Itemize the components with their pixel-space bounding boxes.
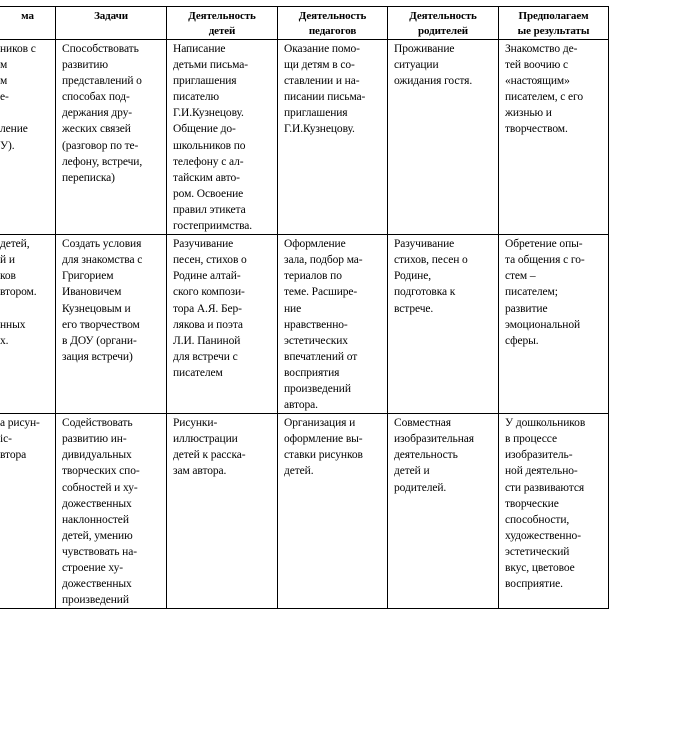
- cell-text-line: «настоящим»: [505, 75, 570, 88]
- cell-text-line: жеских связей: [62, 123, 131, 136]
- cell-text-line: писателем;: [505, 286, 558, 299]
- cell-text-line: У).: [0, 139, 15, 152]
- cell-text-line: м: [0, 75, 8, 88]
- cell-text-line: наклонностей: [62, 513, 129, 526]
- cell-text-line: вкус, цветовое: [505, 562, 575, 574]
- cell-text-line: восприятие.: [505, 578, 563, 591]
- results-cell: [499, 414, 609, 609]
- cell-text-line: переписка): [62, 171, 115, 184]
- cell-text-line: детьми письма-: [173, 59, 248, 72]
- cell-text-line: песен, стихов о: [173, 254, 247, 267]
- tasks-cell: [56, 414, 167, 609]
- teachers-activity-cell: [278, 414, 388, 609]
- cell-text-line: ского компози-: [173, 286, 245, 299]
- cell-text-line: [0, 301, 50, 317]
- cell-text-line: нравственно-: [284, 318, 348, 331]
- cell-text-line: правил этикета: [173, 203, 246, 216]
- cell-text-line: детей к расска-: [173, 449, 246, 462]
- cell-text-line: втора: [0, 449, 27, 462]
- cell-text-line: писателю: [173, 91, 220, 104]
- cell-text-line: развитию: [62, 59, 108, 72]
- cell-text-line: теме. Расшире-: [284, 286, 358, 299]
- cell-text-line: ной деятельно-: [505, 465, 578, 478]
- tasks-cell: [56, 235, 167, 414]
- cell-text-line: втором.: [0, 286, 37, 299]
- cell-text-line: ников с: [0, 43, 36, 55]
- cell-text-line: Разучивание: [394, 238, 455, 251]
- teachers-activity-cell: [278, 40, 388, 235]
- cell-text-line: школьников по: [173, 139, 246, 152]
- cell-text-line: сти развиваются: [505, 481, 585, 494]
- cell-text-line: держания дру-: [62, 107, 132, 120]
- cell-text-line: лефону, встречи,: [62, 155, 143, 168]
- cell-text-line: Проживание: [394, 43, 455, 55]
- cell-text-line: Оказание помо-: [284, 43, 360, 55]
- topic-cell: [0, 40, 56, 235]
- cell-text-line: щи детям в со-: [284, 59, 355, 72]
- cell-text-line: родителей.: [394, 481, 447, 494]
- cell-text-line: [0, 105, 50, 121]
- cell-text-line: дивидуальных: [62, 449, 132, 462]
- cell-text-line: изобразитель-: [505, 449, 573, 462]
- results-cell: [499, 40, 609, 235]
- header-children-activity: Деятельность детей: [167, 7, 278, 40]
- cell-text-line: произведений: [284, 382, 351, 395]
- cell-text-line: Способствовать: [62, 43, 139, 55]
- cell-text-line: ром. Освоение: [173, 187, 244, 200]
- topic-cell: [0, 235, 56, 414]
- cell-text-line: развитие: [505, 302, 548, 315]
- cell-text-line: стихов, песен о: [394, 254, 468, 267]
- cell-text-line: эстетический: [505, 545, 570, 558]
- cell-text-line: дожественных: [62, 497, 132, 510]
- cell-text-line: приглашения: [173, 75, 237, 88]
- cell-text-line: сферы.: [505, 334, 539, 347]
- cell-text-line: Содействовать: [62, 417, 133, 430]
- cell-text-line: дожественных: [62, 578, 132, 591]
- cell-text-line: іс-: [0, 433, 12, 446]
- cell-text-line: писателем, с его: [505, 91, 584, 104]
- cell-text-line: творчеством.: [505, 123, 568, 136]
- cell-text-line: способах под-: [62, 91, 130, 104]
- cell-text-line: способности,: [505, 513, 570, 526]
- parents-activity-cell: [388, 235, 499, 414]
- cell-text-line: писателем: [173, 366, 223, 379]
- cell-text-line: собностей и ху-: [62, 481, 138, 494]
- children-activity-cell: [167, 40, 278, 235]
- cell-text-line: териалов по: [284, 270, 342, 283]
- cell-text-line: деятельность: [394, 449, 458, 462]
- cell-text-line: представлений о: [62, 75, 142, 88]
- header-topic: ма: [0, 7, 56, 40]
- cell-text-line: детей,: [0, 238, 30, 251]
- table-header-row: [0, 7, 609, 40]
- cell-text-line: Л.И. Паниной: [173, 334, 241, 347]
- cell-text-line: гостеприимства.: [173, 220, 253, 233]
- cell-text-line: изобразительная: [394, 433, 474, 446]
- cell-text-line: й и: [0, 254, 15, 267]
- cell-text-line: Совместная: [394, 417, 451, 430]
- cell-text-line: встрече.: [394, 302, 434, 315]
- cell-text-line: телефону с ал-: [173, 155, 244, 168]
- cell-text-line: произведений: [62, 594, 129, 607]
- header-teachers-activity: Деятельность педагогов: [278, 7, 388, 40]
- cell-text-line: автора.: [284, 399, 318, 412]
- cell-text-line: ние: [284, 302, 302, 315]
- cell-text-line: подготовка к: [394, 286, 456, 299]
- cell-text-line: Родине алтай-: [173, 270, 241, 283]
- cell-text-line: ожидания гостя.: [394, 75, 473, 88]
- cell-text-line: восприятия: [284, 366, 340, 379]
- cell-text-line: Знакомство де-: [505, 43, 578, 55]
- cell-text-line: детей, умению: [62, 529, 133, 542]
- cell-text-line: Разучивание: [173, 238, 234, 251]
- cell-text-line: творческие: [505, 497, 559, 510]
- cell-text-line: х.: [0, 334, 9, 347]
- parents-activity-cell: [388, 40, 499, 235]
- cell-text-line: развитию ин-: [62, 433, 127, 446]
- cell-text-line: зам автора.: [173, 465, 227, 478]
- children-activity-cell: [167, 414, 278, 609]
- cell-text-line: для встречи с: [173, 350, 238, 363]
- cell-text-line: зация встречи): [62, 350, 133, 363]
- cell-text-line: для знакомства с: [62, 254, 143, 267]
- cell-text-line: впечатлений от: [284, 350, 358, 363]
- activity-plan-table: [0, 6, 609, 609]
- table-row: [0, 414, 609, 609]
- cell-text-line: в процессе: [505, 433, 557, 446]
- cell-text-line: иллюстрации: [173, 433, 238, 446]
- header-tasks: Задачи: [56, 7, 167, 40]
- cell-text-line: м: [0, 59, 8, 72]
- cell-text-line: детей и: [394, 465, 430, 478]
- cell-text-line: лякова и поэта: [173, 318, 243, 331]
- cell-text-line: ставки рисунков: [284, 449, 363, 462]
- cell-text-line: а рисун-: [0, 417, 40, 430]
- cell-text-line: Организация и: [284, 417, 356, 430]
- cell-text-line: (разговор по те-: [62, 139, 139, 152]
- cell-text-line: Ивановичем: [62, 286, 122, 299]
- cell-text-line: Общение до-: [173, 123, 236, 136]
- cell-text-line: в ДОУ (органи-: [62, 334, 137, 347]
- cell-text-line: его творчеством: [62, 318, 140, 331]
- cell-text-line: творческих спо-: [62, 465, 140, 478]
- children-activity-cell: [167, 235, 278, 414]
- cell-text-line: У дошкольников: [505, 417, 586, 430]
- cell-text-line: Григорием: [62, 270, 114, 283]
- header-expected-results: Предполагаем ые результаты: [499, 7, 609, 40]
- cell-text-line: Оформление: [284, 238, 346, 251]
- results-cell: [499, 235, 609, 414]
- cell-text-line: Г.И.Кузнецову.: [284, 123, 355, 136]
- cell-text-line: стем –: [505, 270, 536, 283]
- cell-text-line: тайским авто-: [173, 171, 240, 184]
- topic-cell: [0, 414, 56, 609]
- parents-activity-cell: [388, 414, 499, 609]
- cell-text-line: Создать условия: [62, 238, 142, 251]
- cell-text-line: эмоциональной: [505, 318, 581, 331]
- cell-text-line: Г.И.Кузнецову.: [173, 107, 244, 120]
- cell-text-line: оформление вы-: [284, 433, 363, 446]
- cell-text-line: ситуации: [394, 59, 439, 72]
- cell-text-line: эстетических: [284, 334, 348, 347]
- cell-text-line: Обретение опы-: [505, 238, 583, 251]
- teachers-activity-cell: [278, 235, 388, 414]
- cell-text-line: Кузнецовым и: [62, 302, 131, 315]
- header-parents-activity: Деятельность родителей: [388, 7, 499, 40]
- table-row: [0, 235, 609, 414]
- cell-text-line: зала, подбор ма-: [284, 254, 363, 267]
- cell-text-line: писании письма-: [284, 91, 366, 104]
- cell-text-line: приглашения: [284, 107, 348, 120]
- cell-text-line: ставлении и на-: [284, 75, 360, 88]
- cell-text-line: нных: [0, 318, 26, 331]
- cell-text-line: Рисунки-: [173, 417, 218, 430]
- cell-text-line: та общения с го-: [505, 254, 585, 267]
- cell-text-line: ков: [0, 270, 16, 283]
- cell-text-line: чувствовать на-: [62, 545, 137, 558]
- cell-text-line: тора А.Я. Бер-: [173, 302, 242, 315]
- cell-text-line: строение ху-: [62, 562, 123, 574]
- cell-text-line: жизнью и: [505, 107, 552, 120]
- tasks-cell: [56, 40, 167, 235]
- cell-text-line: художественно-: [505, 529, 581, 542]
- cell-text-line: Родине,: [394, 270, 431, 283]
- table-row: [0, 40, 609, 235]
- cell-text-line: е-: [0, 91, 9, 104]
- cell-text-line: тей воочию с: [505, 59, 569, 72]
- cell-text-line: ление: [0, 123, 28, 136]
- cell-text-line: детей.: [284, 465, 314, 478]
- cell-text-line: Написание: [173, 43, 226, 55]
